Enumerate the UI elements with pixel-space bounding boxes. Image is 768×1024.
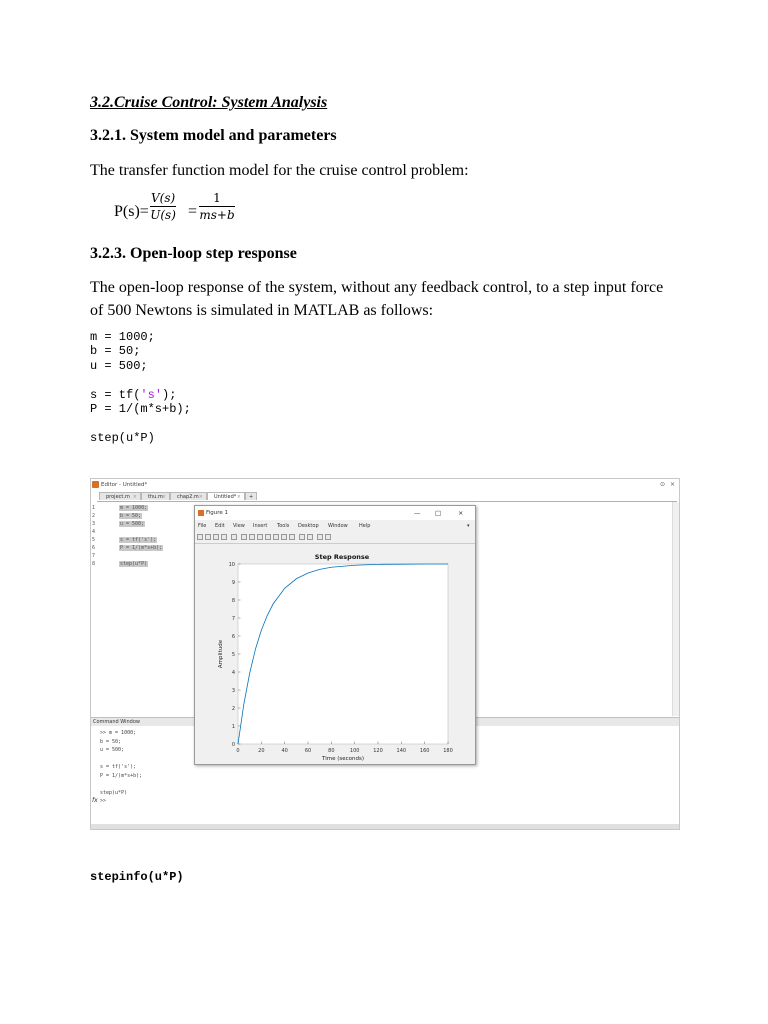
x-tick-label: 100 [349, 748, 360, 754]
x-axis-label: Time (seconds) [322, 756, 364, 762]
y-tick-label: 8 [231, 598, 235, 604]
y-tick-label: 2 [231, 706, 235, 712]
figure-menu-window[interactable]: Window [328, 523, 348, 529]
figure-window [194, 505, 476, 765]
y-tick-label: 0 [231, 742, 235, 748]
editor-tab-label: Untitled* [214, 494, 237, 500]
code-line-u: u = 500; [90, 358, 148, 373]
code-line-step: step(u*P) [90, 430, 155, 445]
show-plot-tools-icon[interactable] [325, 534, 331, 540]
command-line: >> [100, 798, 107, 804]
formula-numerator-vs: V(s) [151, 191, 176, 205]
function-browser-icon[interactable]: fx [92, 797, 98, 804]
line-number: 6 [92, 545, 96, 551]
figure-menu-help[interactable]: Help [359, 523, 371, 529]
formula-fraction-mass-damping [199, 191, 235, 222]
figure-menu-tools[interactable]: Tools [277, 523, 290, 529]
matlab-editor-icon [92, 481, 99, 488]
openloop-paragraph: The open-loop response of the system, without any feedback control, to a step input force of 500 Newtons is simulated in MATLAB as follows: [90, 279, 664, 319]
matlab-code-block [90, 330, 191, 445]
editor-close-icon[interactable]: × [669, 481, 675, 488]
x-tick-label: 140 [396, 748, 407, 754]
code-line-b: b = 50; [90, 344, 141, 359]
data-cursor-icon[interactable] [273, 534, 279, 540]
editor-tab-label: chap2.m [177, 494, 199, 500]
y-axis-label: Amplitude [218, 639, 224, 669]
subsection-heading-openloop: 3.2.3. Open-loop step response [90, 245, 297, 262]
editor-code-line[interactable]: step(u*P) [120, 561, 148, 567]
link-icon[interactable] [289, 534, 295, 540]
figure-title-bar [195, 506, 475, 520]
command-line: step(u*P) [100, 789, 128, 796]
command-line: s = tf('s'); [100, 764, 137, 770]
editor-code-line[interactable]: P = 1/(m*s+b); [120, 545, 163, 551]
print-icon[interactable] [221, 534, 227, 540]
figure-menubar [195, 521, 475, 531]
y-tick-label: 7 [231, 616, 235, 622]
y-tick-label: 5 [231, 652, 235, 658]
stepinfo-command: stepinfo(u*P) [90, 870, 184, 884]
figure-icon [198, 510, 204, 516]
editor-tab[interactable] [99, 492, 141, 500]
x-tick-label: 180 [443, 748, 453, 754]
code-line-m: m = 1000; [90, 330, 155, 344]
code-tf-end: ); [162, 387, 177, 402]
rotate-icon[interactable] [265, 534, 271, 540]
editor-tab[interactable] [207, 492, 245, 500]
new-figure-icon[interactable] [197, 534, 203, 540]
line-number: 1 [92, 505, 96, 511]
x-tick-label: 60 [304, 748, 312, 754]
brush-icon[interactable] [281, 534, 287, 540]
y-tick-label: 4 [231, 670, 235, 676]
line-number: 4 [92, 529, 96, 535]
x-tick-label: 80 [328, 748, 335, 754]
y-tick-label: 9 [231, 580, 235, 586]
code-tf-start: s = tf( [90, 387, 141, 402]
chart-title: Step Response [314, 553, 370, 561]
code-line-p: P = 1/(m*s+b); [90, 402, 191, 417]
y-tick-label: 10 [228, 562, 235, 568]
x-tick-label: 0 [236, 748, 240, 754]
x-tick-label: 160 [419, 748, 430, 754]
formula-equals: = [188, 203, 198, 220]
figure-title: Figure 1 [206, 510, 229, 516]
editor-tab-label: thu.m [148, 494, 163, 500]
figure-menu-desktop[interactable]: Desktop [298, 523, 319, 529]
editor-tab[interactable] [245, 492, 257, 500]
formula-denominator-msb: ms+b [199, 208, 235, 222]
line-number: 7 [92, 553, 96, 559]
hide-plot-tools-icon[interactable] [317, 534, 323, 540]
menu-overflow-icon[interactable]: ▾ [467, 523, 470, 529]
figure-menu-edit[interactable]: Edit [215, 523, 225, 529]
status-bar [91, 824, 679, 829]
pointer-icon[interactable] [231, 534, 237, 540]
command-line: >> m = 1000; [100, 730, 137, 736]
figure-close-icon[interactable]: × [458, 509, 464, 517]
step-response-chart [195, 544, 475, 764]
editor-scrollbar[interactable] [672, 502, 679, 716]
figure-menu-file[interactable]: File [198, 523, 207, 529]
command-line: b = 50; [100, 738, 122, 745]
colorbar-icon[interactable] [299, 534, 305, 540]
tab-close-icon[interactable]: × [161, 494, 166, 500]
minimize-icon[interactable]: — [414, 509, 421, 517]
figure-menu-insert[interactable]: Insert [253, 523, 268, 529]
editor-tab-label: + [249, 494, 254, 500]
line-number: 8 [92, 561, 96, 567]
editor-title: Editor - Untitled* [101, 482, 148, 488]
figure-menu-view[interactable]: View [233, 523, 245, 529]
tab-close-icon[interactable]: × [132, 494, 137, 500]
tab-close-icon[interactable]: × [236, 494, 241, 500]
x-tick-label: 120 [373, 748, 383, 754]
line-number: 2 [92, 513, 96, 519]
line-number: 3 [92, 521, 96, 527]
section-title: 3.2.Cruise Control: System Analysis [90, 94, 328, 111]
line-number: 5 [92, 537, 96, 543]
editor-code-line[interactable]: m = 1000; [120, 505, 148, 511]
command-window-header: Command Window [91, 717, 679, 726]
maximize-icon[interactable]: □ [435, 509, 442, 517]
zoom-out-icon[interactable] [249, 534, 255, 540]
x-tick-label: 20 [258, 748, 265, 754]
editor-tab[interactable] [141, 492, 170, 500]
editor-code-line[interactable]: s = tf('s'); [120, 537, 157, 543]
y-tick-label: 6 [231, 634, 235, 640]
pan-icon[interactable] [257, 534, 263, 540]
formula-numerator-one: 1 [199, 191, 235, 207]
subsection-heading-model: 3.2.1. System model and parameters [90, 127, 337, 144]
editor-code-line[interactable]: b = 50; [120, 513, 142, 519]
command-line: P = 1/(m*s+b); [100, 772, 143, 779]
editor-tab[interactable] [170, 492, 207, 500]
matlab-screenshot [90, 478, 680, 830]
save-icon[interactable] [213, 534, 219, 540]
formula-lhs: P(s)= [114, 203, 149, 220]
x-tick-label: 40 [281, 748, 288, 754]
command-line: u = 500; [100, 747, 125, 753]
figure-toolbar [195, 532, 475, 544]
zoom-in-icon[interactable] [241, 534, 247, 540]
editor-title-bar [91, 479, 679, 491]
editor-code-line[interactable]: u = 500; [120, 521, 145, 527]
formula-fraction-vs-us [150, 191, 176, 222]
plot-area [238, 564, 448, 744]
code-line-tf [90, 388, 176, 402]
y-tick-label: 1 [231, 724, 235, 730]
open-file-icon[interactable] [205, 534, 211, 540]
editor-tabs [97, 491, 677, 502]
y-tick-label: 3 [231, 688, 235, 694]
model-paragraph: The transfer function model for the cruise control problem: [90, 162, 469, 179]
editor-tab-label: project.m [106, 494, 130, 500]
legend-icon[interactable] [307, 534, 313, 540]
formula-denominator-us: U(s) [150, 208, 176, 222]
tab-close-icon[interactable]: × [198, 494, 203, 500]
editor-undock-icon[interactable]: ⊙ [659, 481, 665, 488]
code-tf-string: 's' [140, 387, 163, 402]
